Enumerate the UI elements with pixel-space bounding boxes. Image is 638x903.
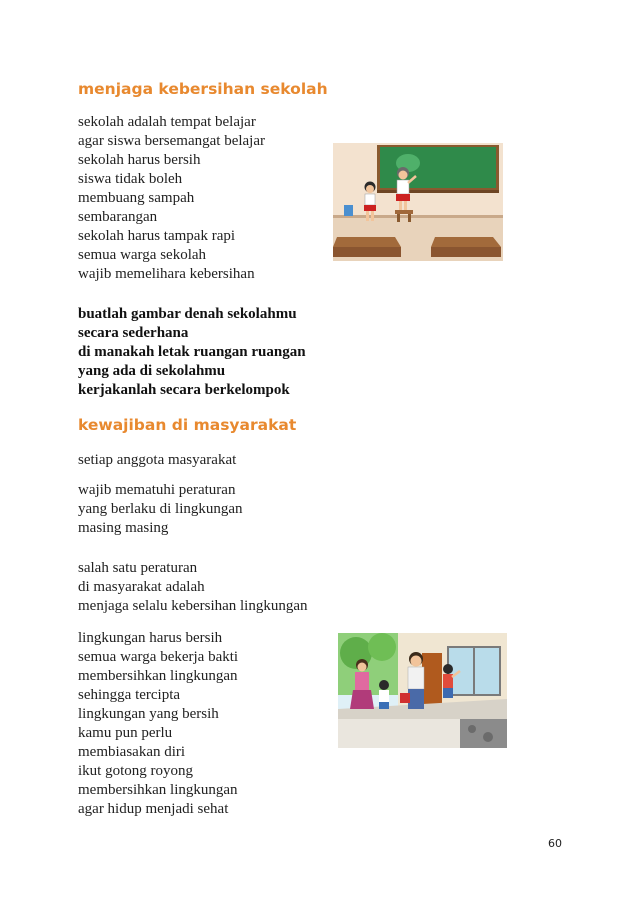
text-line: salah satu peraturan xyxy=(78,560,198,576)
text-line: membersihkan lingkungan xyxy=(78,668,238,684)
text-line: lingkungan harus bersih xyxy=(78,630,223,646)
text-line: sembarangan xyxy=(78,209,158,225)
text-line: membiasakan diri xyxy=(78,744,186,760)
text-line: menjaga selalu kebersihan lingkungan xyxy=(78,598,308,614)
section-title-school-cleanliness: menjaga kebersihan sekolah xyxy=(78,80,328,98)
text-line: siswa tidak boleh xyxy=(78,171,183,187)
section-title-community-duties: kewajiban di masyarakat xyxy=(78,416,297,434)
school-cleanliness-text xyxy=(78,113,265,284)
text-line: sekolah harus bersih xyxy=(78,152,201,168)
text-line: sekolah adalah tempat belajar xyxy=(78,114,256,130)
text-line: semua warga bekerja bakti xyxy=(78,649,239,665)
page-number: 60 xyxy=(548,837,562,850)
community-cleanup-text xyxy=(78,629,238,819)
text-line: lingkungan yang bersih xyxy=(78,706,219,722)
text-line: membuang sampah xyxy=(78,190,195,206)
text-line: membersihkan lingkungan xyxy=(78,782,238,798)
task-line: kerjakanlah secara berkelompok xyxy=(78,382,290,398)
classroom-cleaning-illustration xyxy=(333,143,503,261)
text-line: agar siswa bersemangat belajar xyxy=(78,133,265,149)
text-line: masing masing xyxy=(78,520,169,536)
task-line: buatlah gambar denah sekolahmu xyxy=(78,306,297,322)
text-line: di masyarakat adalah xyxy=(78,579,205,595)
community-cleanup-illustration xyxy=(338,633,507,748)
community-rules-text xyxy=(78,481,243,538)
community-intro-text xyxy=(78,451,236,470)
task-line: yang ada di sekolahmu xyxy=(78,363,226,379)
text-line: kamu pun perlu xyxy=(78,725,173,741)
text-line: agar hidup menjadi sehat xyxy=(78,801,229,817)
text-line: wajib memelihara kebersihan xyxy=(78,266,255,282)
text-line: sehingga tercipta xyxy=(78,687,181,703)
task-instructions xyxy=(78,305,306,400)
task-line: secara sederhana xyxy=(78,325,189,341)
task-line: di manakah letak ruangan ruangan xyxy=(78,344,306,360)
text-line: sekolah harus tampak rapi xyxy=(78,228,236,244)
text-line: semua warga sekolah xyxy=(78,247,207,263)
community-regulation-text xyxy=(78,559,308,616)
text-line: wajib mematuhi peraturan xyxy=(78,482,236,498)
text-line: setiap anggota masyarakat xyxy=(78,452,237,468)
text-line: yang berlaku di lingkungan xyxy=(78,501,243,517)
text-line: ikut gotong royong xyxy=(78,763,193,779)
